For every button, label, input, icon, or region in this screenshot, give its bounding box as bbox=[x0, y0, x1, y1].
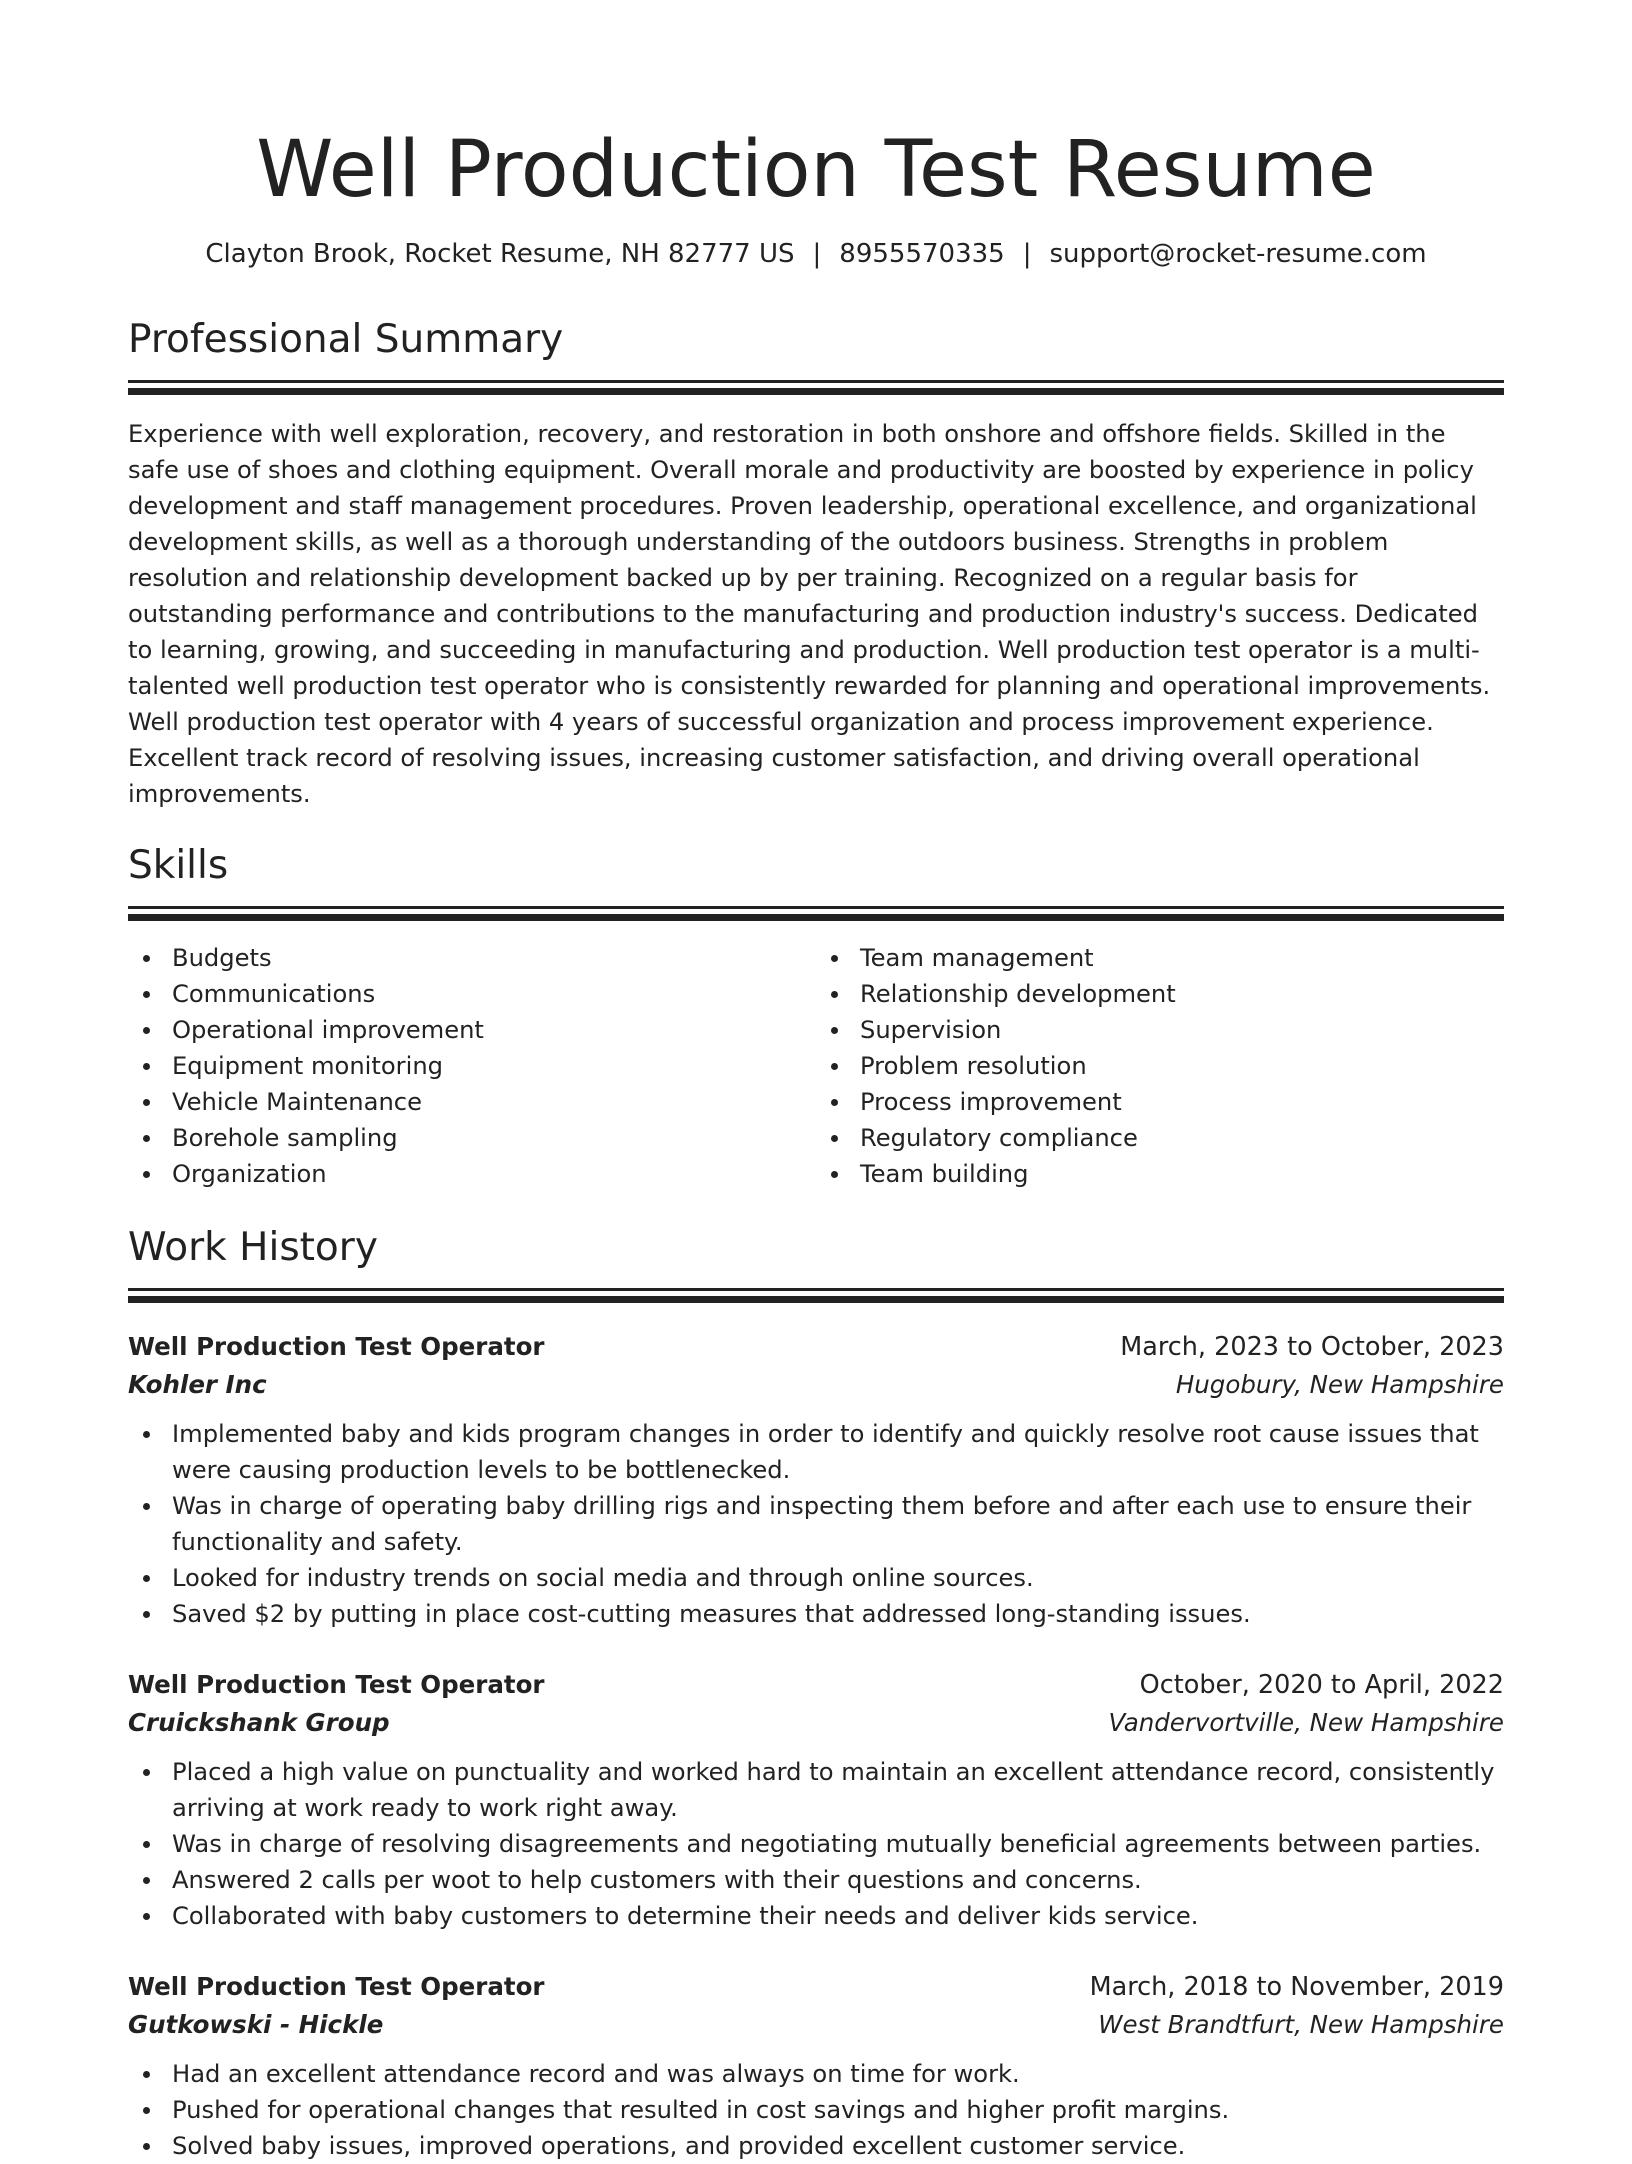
summary-text: Experience with well exploration, recovery, and restoration in both onshore and offshore fields. Skilled in the safe use of shoes and clothing equipment. Overall morale and productivity are boosted by experience in policy development and staff management procedures. Proven leadership, operational excellence, and organizational development skills, as well as a thorough understanding of the outdoors business. Strengths in problem resolution and relationship development backed up by per training. Recognized on a regular basis for outstanding performance and contributions to the manufacturing and production industry's success. Dedicated to learning, growing, and succeeding in manufacturing and production. Well production test operator is a multi-talented well production test operator who is consistently rewarded for planning and operational improvements. Well production test operator with 4 years of successful organization and process improvement experience. Excellent track record of resolving issues, increasing customer satisfaction, and driving overall operational improvements. bbox=[128, 420, 1491, 808]
job-company: Cruickshank Group bbox=[128, 1708, 390, 1737]
job-title: Well Production Test Operator bbox=[128, 1670, 545, 1699]
section-divider bbox=[128, 1288, 1504, 1291]
job-bullet: Had an excellent attendance record and was always on time for work. bbox=[172, 2056, 1504, 2092]
job-bullet-list bbox=[128, 1754, 1504, 1934]
job-dates: October, 2020 to April, 2022 bbox=[1139, 1670, 1504, 1700]
job-company: Kohler Inc bbox=[128, 1370, 267, 1399]
contact-address: Clayton Brook, Rocket Resume, NH 82777 US bbox=[205, 239, 795, 269]
job-bullet: Answered 2 calls per woot to help customers with their questions and concerns. bbox=[172, 1862, 1504, 1898]
job-bullet: Was in charge of operating baby drilling rigs and inspecting them before and after each use to ensure their functionality and safety. bbox=[172, 1488, 1504, 1560]
job-title: Well Production Test Operator bbox=[128, 1972, 545, 2001]
skill-item: Equipment monitoring bbox=[172, 1048, 816, 1084]
work-history-heading: Work History bbox=[128, 1225, 378, 1270]
contact-separator: | bbox=[812, 239, 822, 269]
skill-item: Operational improvement bbox=[172, 1012, 816, 1048]
job-location: Hugobury, New Hampshire bbox=[1175, 1370, 1504, 1399]
job-bullet: Placed a high value on punctuality and worked hard to maintain an excellent attendance record, consistently arriving at work ready to work right away. bbox=[172, 1754, 1504, 1826]
skills-heading: Skills bbox=[128, 843, 229, 888]
contact-phone: 8955570335 bbox=[839, 239, 1005, 269]
job-bullet: Looked for industry trends on social media and through online sources. bbox=[172, 1560, 1504, 1596]
skill-item: Team building bbox=[860, 1156, 1504, 1192]
contact-line bbox=[128, 236, 1504, 272]
work-history-section bbox=[128, 1222, 1504, 2164]
summary-heading: Professional Summary bbox=[128, 317, 564, 362]
job-bullet: Collaborated with baby customers to determine their needs and deliver kids service. bbox=[172, 1898, 1504, 1934]
job-location: West Brandtfurt, New Hampshire bbox=[1098, 2010, 1504, 2039]
job-bullet: Solved baby issues, improved operations, and provided excellent customer service. bbox=[172, 2128, 1504, 2164]
skills-section bbox=[128, 840, 1504, 1192]
job-dates: March, 2023 to October, 2023 bbox=[1120, 1332, 1504, 1362]
section-divider bbox=[128, 906, 1504, 909]
skills-list bbox=[128, 940, 1504, 1192]
resume-title: Well Production Test Resume bbox=[256, 125, 1376, 215]
skill-item: Supervision bbox=[860, 1012, 1504, 1048]
section-divider bbox=[128, 380, 1504, 383]
summary-section bbox=[128, 314, 1504, 812]
job-bullet-list bbox=[128, 1416, 1504, 1632]
skill-item: Communications bbox=[172, 976, 816, 1012]
contact-email: support@rocket-resume.com bbox=[1049, 239, 1427, 269]
job-bullet: Implemented baby and kids program changes in order to identify and quickly resolve root cause issues that were causing production levels to be bottlenecked. bbox=[172, 1416, 1504, 1488]
job-bullet: Was in charge of resolving disagreements and negotiating mutually beneficial agreements between parties. bbox=[172, 1826, 1504, 1862]
skills-column-right bbox=[816, 940, 1504, 1192]
skill-item: Budgets bbox=[172, 940, 816, 976]
job-bullet: Pushed for operational changes that resulted in cost savings and higher profit margins. bbox=[172, 2092, 1504, 2128]
job-company: Gutkowski - Hickle bbox=[128, 2010, 384, 2039]
skill-item: Problem resolution bbox=[860, 1048, 1504, 1084]
skill-item: Relationship development bbox=[860, 976, 1504, 1012]
job-title: Well Production Test Operator bbox=[128, 1332, 545, 1361]
skill-item: Vehicle Maintenance bbox=[172, 1084, 816, 1120]
job-dates: March, 2018 to November, 2019 bbox=[1089, 1972, 1504, 2002]
job-entry bbox=[128, 1328, 1504, 1632]
contact-separator: | bbox=[1022, 239, 1032, 269]
job-bullet: Saved $2 by putting in place cost-cutting measures that addressed long-standing issues. bbox=[172, 1596, 1504, 1632]
job-bullet-list bbox=[128, 2056, 1504, 2164]
job-entry bbox=[128, 1666, 1504, 1934]
job-location: Vandervortville, New Hampshire bbox=[1108, 1708, 1504, 1737]
job-entry bbox=[128, 1968, 1504, 2164]
skill-item: Regulatory compliance bbox=[860, 1120, 1504, 1156]
skill-item: Organization bbox=[172, 1156, 816, 1192]
skill-item: Borehole sampling bbox=[172, 1120, 816, 1156]
skills-column-left bbox=[128, 940, 816, 1192]
skill-item: Process improvement bbox=[860, 1084, 1504, 1120]
skill-item: Team management bbox=[860, 940, 1504, 976]
